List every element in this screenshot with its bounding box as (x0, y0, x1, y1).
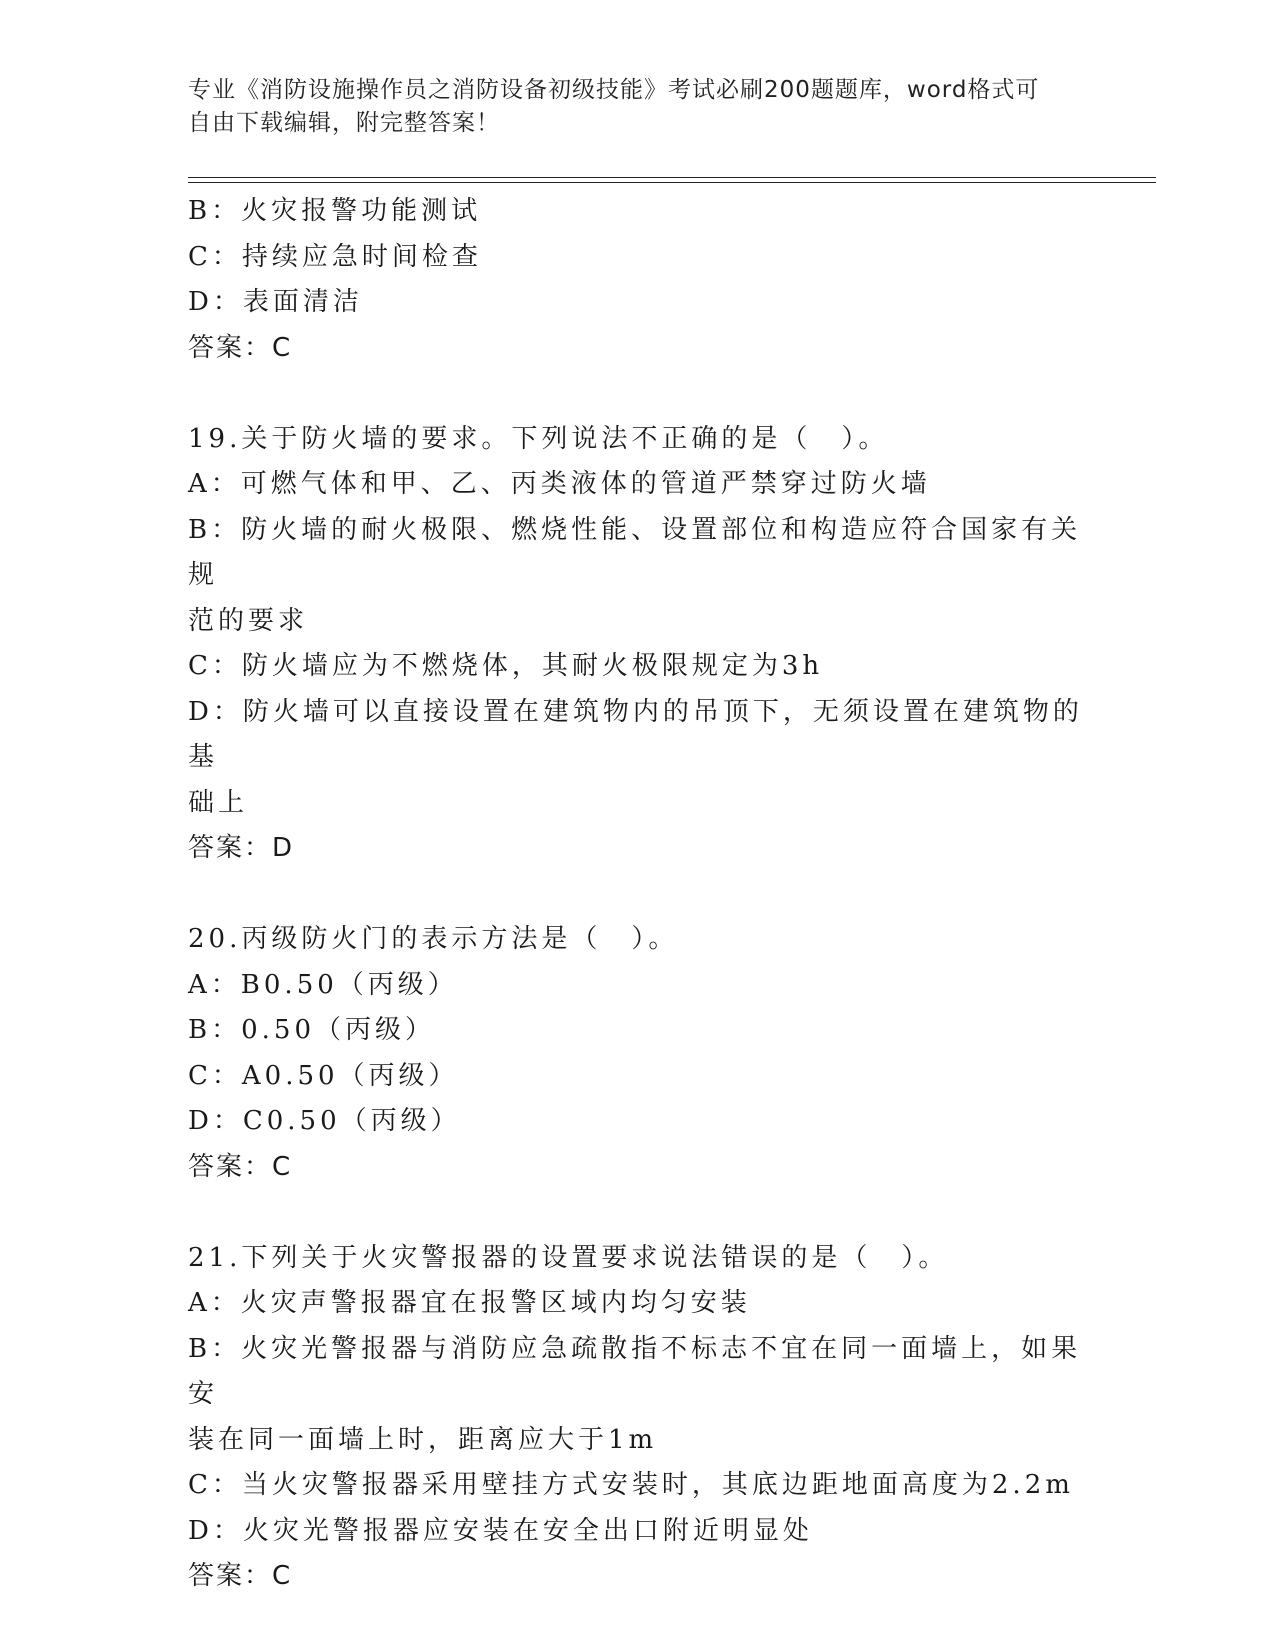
answer: 答案：D (188, 833, 295, 863)
option-a: A：B0.50（丙级） (188, 969, 458, 1000)
option-b: B：火灾报警功能测试 (188, 196, 482, 226)
question-21 (188, 1236, 1088, 1600)
option-b: B：0.50（丙级） (188, 1015, 435, 1045)
answer: 答案：C (188, 1561, 293, 1591)
option-d: D：表面清洁 (188, 287, 363, 317)
option-c: C：防火墙应为不燃烧体，其耐火极限规定为3h (188, 651, 824, 681)
header-divider-top (188, 177, 1156, 178)
option-b-line-2: 装在同一面墙上时，距离应大于1m (188, 1424, 658, 1455)
spacer (188, 371, 1088, 417)
option-c: C：持续应急时间检查 (188, 241, 482, 272)
option-c: C：A0.50（丙级） (188, 1060, 459, 1091)
option-a: A：可燃气体和甲、乙、丙类液体的管道严禁穿过防火墙 (188, 469, 931, 499)
header-line-1: 专业《消防设施操作员之消防设备初级技能》考试必刷200题题库，word格式可 (188, 77, 1040, 103)
option-a: A：火灾声警报器宜在报警区域内均匀安装 (188, 1288, 751, 1318)
answer: 答案：C (188, 332, 293, 363)
header-line-2: 自由下载编辑，附完整答案！ (188, 110, 500, 136)
question-19 (188, 417, 1088, 872)
question-text: 21.下列关于火灾警报器的设置要求说法错误的是（ ）。 (188, 1242, 949, 1273)
question-list (188, 189, 1088, 1600)
option-c: C：当火灾警报器采用壁挂方式安装时，其底边距地面高度为2.2m (188, 1470, 1074, 1500)
question-20 (188, 917, 1088, 1190)
question-18-continued (188, 189, 1088, 371)
document-header (188, 74, 1068, 140)
option-d: D：火灾光警报器应安装在安全出口附近明显处 (188, 1515, 813, 1546)
question-text: 20.丙级防火门的表示方法是（ ）。 (188, 924, 679, 954)
header-divider-bottom (188, 182, 1156, 183)
option-b-line-1: B：防火墙的耐火极限、燃烧性能、设置部位和构造应符合国家有关规 (188, 514, 1082, 590)
option-d-line-1: D：防火墙可以直接设置在建筑物内的吊顶下，无须设置在建筑物的基 (188, 696, 1083, 772)
answer: 答案：C (188, 1151, 293, 1182)
option-d: D：C0.50（丙级） (188, 1106, 461, 1136)
question-text: 19.关于防火墙的要求。下列说法不正确的是（ ）。 (188, 423, 889, 454)
option-b-line-2: 范的要求 (188, 605, 309, 636)
option-b-line-1: B：火灾光警报器与消防应急疏散指不标志不宜在同一面墙上，如果安 (188, 1333, 1082, 1409)
spacer (188, 872, 1088, 918)
spacer (188, 1190, 1088, 1236)
option-d-line-2: 础上 (188, 787, 249, 818)
